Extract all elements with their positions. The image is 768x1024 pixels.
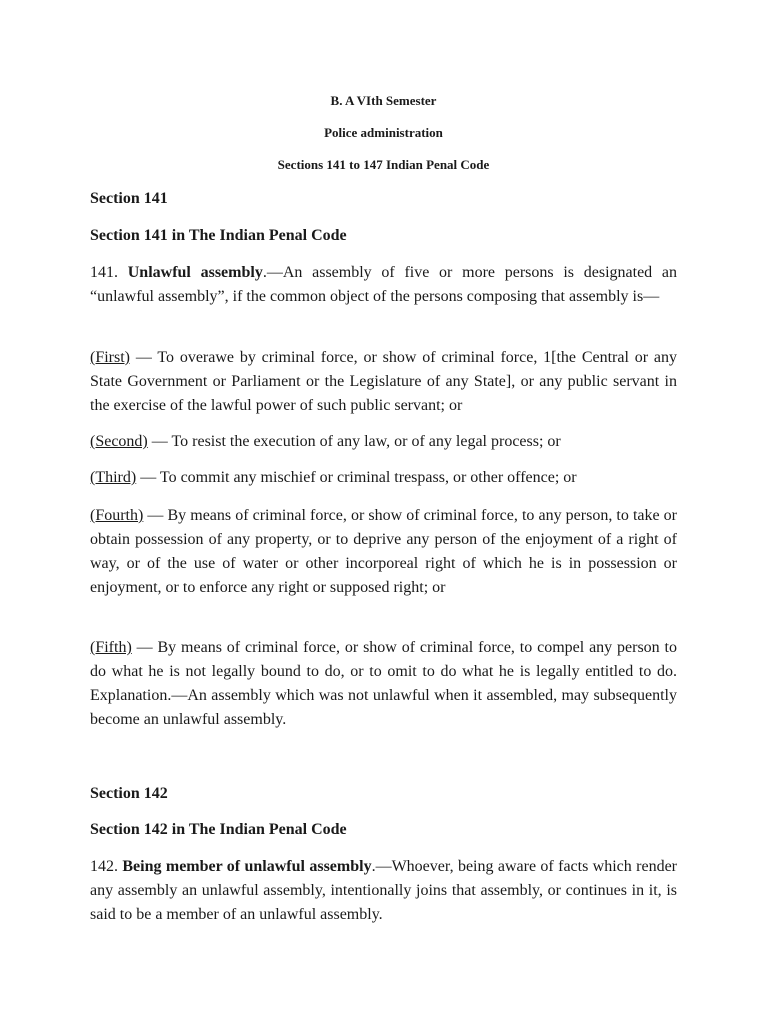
section-142-heading: Section 142 xyxy=(90,785,168,802)
section-141-subheading: Section 141 in The Indian Penal Code xyxy=(90,227,347,244)
clause-text: — By means of criminal force, or show of criminal force, to any person, to take or obtain possession of any property, or to deprive any person of the enjoyment of a right of way, or of the use of water or other incorporeal right of which he is in possession or enjoyment, or to enforce any right or supposed right; or xyxy=(90,507,677,596)
clause-second xyxy=(90,430,677,454)
clause-first xyxy=(90,346,677,418)
clause-fifth xyxy=(90,636,677,732)
course-title: B. A VIth Semester xyxy=(330,93,437,108)
section-number: 141. xyxy=(90,264,118,281)
section-term: Unlawful assembly xyxy=(127,264,263,281)
section-141-heading: Section 141 xyxy=(90,190,168,207)
clause-text: — To commit any mischief or criminal trespass, or other offence; or xyxy=(136,469,577,486)
document-title: Sections 141 to 147 Indian Penal Code xyxy=(277,157,490,172)
section-text: .—An assembly of five or more persons is designated an “unlawful assembly”, if the common object of the persons composing that assembly is— xyxy=(90,264,677,305)
clause-fourth xyxy=(90,504,677,600)
section-term: Being member of unlawful assembly xyxy=(122,858,372,875)
clause-label: (First) xyxy=(90,349,130,366)
section-142-intro xyxy=(90,855,677,927)
clause-text: — By means of criminal force, or show of criminal force, to compel any person to do what he is not legally bound to do, or to omit to do what he is legally entitled to do. Explanation.—An assembly which was not unlawful when it assembled, may subsequently become an unlawful assembly. xyxy=(90,639,677,728)
section-141-intro xyxy=(90,261,677,309)
subject-title: Police administration xyxy=(324,125,443,140)
section-number: 142. xyxy=(90,858,118,875)
clause-label: (Fifth) xyxy=(90,639,132,656)
clause-label: (Third) xyxy=(90,469,137,486)
clause-text: — To overawe by criminal force, or show of criminal force, 1[the Central or any State Government or Parliament or the Legislature of any State], or any public servant in the exercise of the lawful power of such public servant; or xyxy=(90,349,677,414)
clause-label: (Fourth) xyxy=(90,507,144,524)
clause-label: (Second) xyxy=(90,433,148,450)
section-142-subheading: Section 142 in The Indian Penal Code xyxy=(90,821,347,838)
clause-third xyxy=(90,466,677,490)
clause-text: — To resist the execution of any law, or of any legal process; or xyxy=(147,433,561,450)
section-text: .—Whoever, being aware of facts which render any assembly an unlawful assembly, intentionally joins that assembly, or continues in it, is said to be a member of an unlawful assembly. xyxy=(90,858,678,923)
